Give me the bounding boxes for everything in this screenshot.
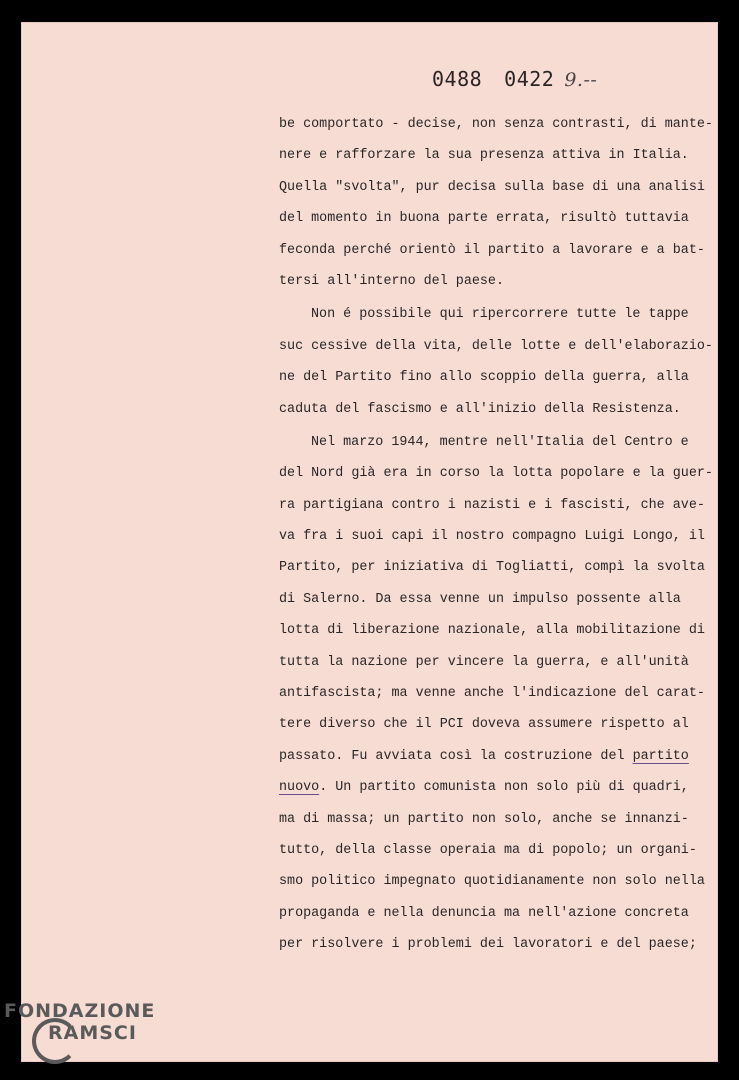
text-line-with-underline [279,772,689,803]
text-line: smo politico impegnato quotidianamente non solo nella [279,874,705,890]
underlined-term: nuovo [279,780,320,796]
archive-reference [432,67,597,91]
text-line: Partito, per iniziativa di Togliatti, compì la svolta [279,560,705,576]
fondazione-gramsci-watermark [4,1000,184,1072]
watermark-line-1: FONDAZIONE [4,1000,156,1022]
text-line: ma di massa; un partito non solo, anche se innanzi- [279,811,689,827]
text-line: ra partigiana contro i nazisti e i fascisti, che ave- [279,497,705,513]
text-line: Quella "svolta", pur decisa sulla base di una analisi [279,179,705,195]
text-line: tere diverso che il PCI doveva assumere rispetto al [279,717,689,733]
text-line: tutta la nazione per vincere la guerra, e all'unità [279,654,689,670]
text-line: ne del Partito fino allo scoppio della guerra, alla [279,370,689,386]
folio-number: 9.-- [564,69,598,91]
text-line: lotta di liberazione nazionale, alla mobilitazione di [279,623,705,639]
text-line: suc cessive della vita, delle lotte e dell'elaborazio- [279,338,713,354]
text-line: del momento in buona parte errata, risultò tuttavia [279,211,689,227]
text-line: per risolvere i problemi dei lavoratori e del paese; [279,937,697,953]
archive-reference-a: 0488 [432,67,483,91]
text-line: caduta del fascismo e all'inizio della Resistenza. [279,401,681,417]
text-fragment: passato. Fu avviata così la costruzione del [279,748,633,764]
text-line: be comportato - decise, non senza contrasti, di mante- [279,117,713,132]
body-text [279,109,713,961]
text-line: Nel marzo 1944, mentre nell'Italia del Centro e [311,434,689,450]
text-line: propaganda e nella denuncia ma nell'azione concreta [279,905,689,921]
text-line: nere e rafforzare la sua presenza attiva in Italia. [279,148,689,164]
text-line: va fra i suoi capi il nostro compagno Luigi Longo, il [279,529,705,545]
underlined-term: partito [632,748,689,764]
text-line: antifascista; ma venne anche l'indicazione del carat- [279,686,705,702]
typewritten-page [21,22,718,1062]
text-line: di Salerno. Da essa venne un impulso possente alla [279,591,681,607]
text-line: feconda perché orientò il partito a lavorare e a bat- [279,242,705,258]
archive-reference-b: 0422 [504,67,555,91]
text-line: del Nord già era in corso la lotta popolare e la guer- [279,466,713,482]
watermark-line-2: RAMSCI [48,1022,137,1044]
text-fragment: . Un partito comunista non solo più di quadri, [319,780,689,796]
text-line: tutto, della classe operaia ma di popolo; un organi- [279,842,697,858]
text-line: tersi all'interno del paese. [279,273,504,289]
text-line-with-underline [279,741,689,772]
text-line: Non é possibile qui ripercorrere tutte le tappe [311,307,689,323]
